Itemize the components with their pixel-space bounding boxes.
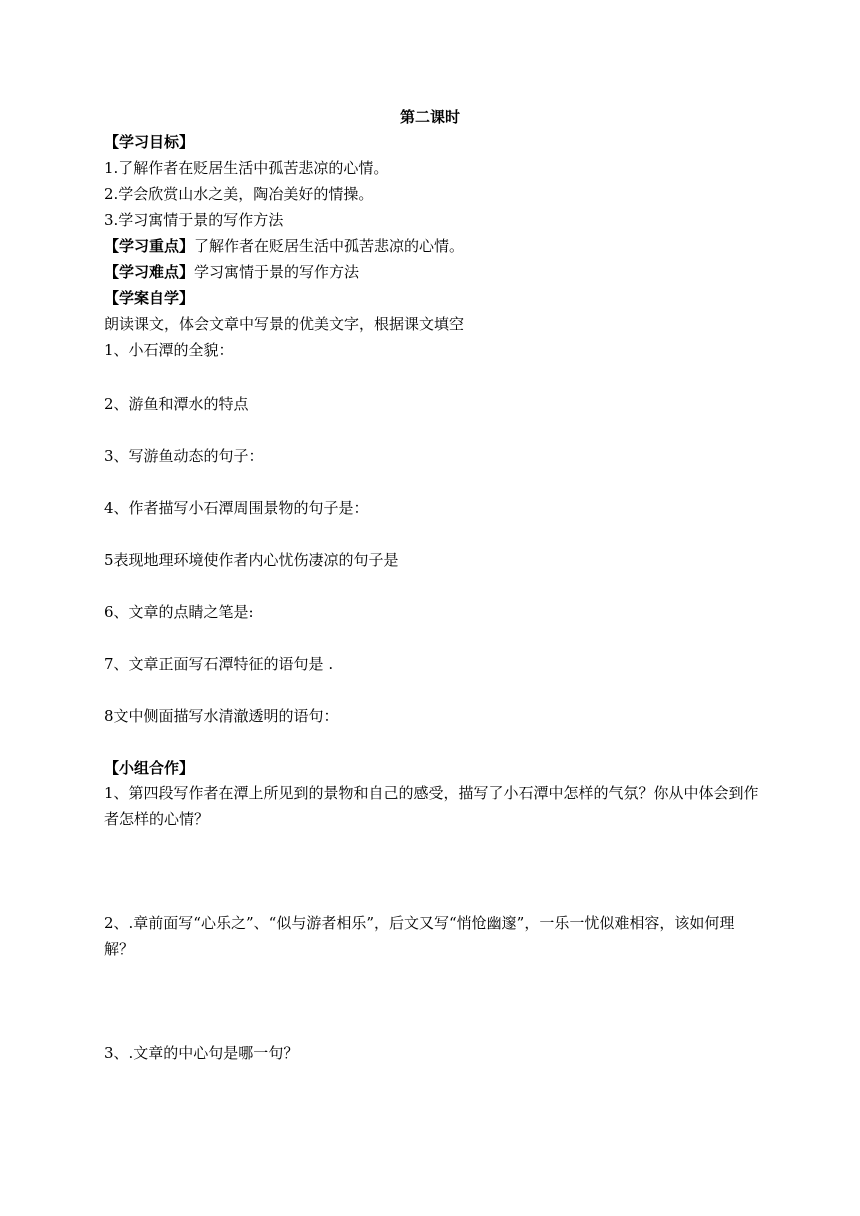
objectives-heading: 【学习目标】 (104, 133, 195, 151)
self-study-item: 7、文章正面写石潭特征的语句是 . (104, 655, 334, 673)
self-study-item: 6、文章的点睛之笔是: (104, 603, 254, 621)
self-study-item: 5表现地理环境使作者内心忧伤凄凉的句子是 (104, 551, 399, 569)
self-study-intro: 朗读课文，体会文章中写景的优美文字，根据课文填空 (104, 315, 465, 333)
difficulty-label: 【学习难点】 (104, 263, 195, 281)
key-point-label: 【学习重点】 (104, 237, 195, 255)
self-study-item: 3、写游鱼动态的句子： (104, 447, 264, 465)
self-study-item: 8文中侧面描写水清澈透明的语句： (104, 707, 339, 725)
self-study-item: 1、小石潭的全貌： (104, 341, 234, 359)
key-point-line (104, 235, 464, 257)
self-study-heading: 【学案自学】 (104, 289, 195, 307)
page-title: 第二课时 (399, 108, 460, 126)
group-question: 1、第四段写作者在潭上所见到的景物和自己的感受，描写了小石潭中怎样的气氛？你从中体会到作者怎样的心情？ (104, 784, 759, 828)
objective-item: 3.学习寓情于景的写作方法 (104, 211, 284, 229)
key-point-text: 了解作者在贬居生活中孤苦悲凉的心情。 (194, 237, 465, 255)
objective-item: 2.学会欣赏山水之美，陶冶美好的情操。 (104, 185, 374, 203)
self-study-item: 2、游鱼和潭水的特点 (104, 395, 249, 413)
objective-item: 1.了解作者在贬居生活中孤苦悲凉的心情。 (104, 159, 389, 177)
group-heading: 【小组合作】 (104, 759, 195, 777)
self-study-item: 4、作者描写小石潭周围景物的句子是： (104, 499, 369, 517)
difficulty-text: 学习寓情于景的写作方法 (194, 263, 360, 281)
difficulty-line (104, 261, 359, 283)
group-question: 3、.文章的中心句是哪一句？ (104, 1044, 299, 1062)
group-question: 2、.章前面写“心乐之”、“似与游者相乐”，后文又写“悄怆幽邃”，一乐一忧似难相容，该如何理解？ (104, 914, 735, 958)
